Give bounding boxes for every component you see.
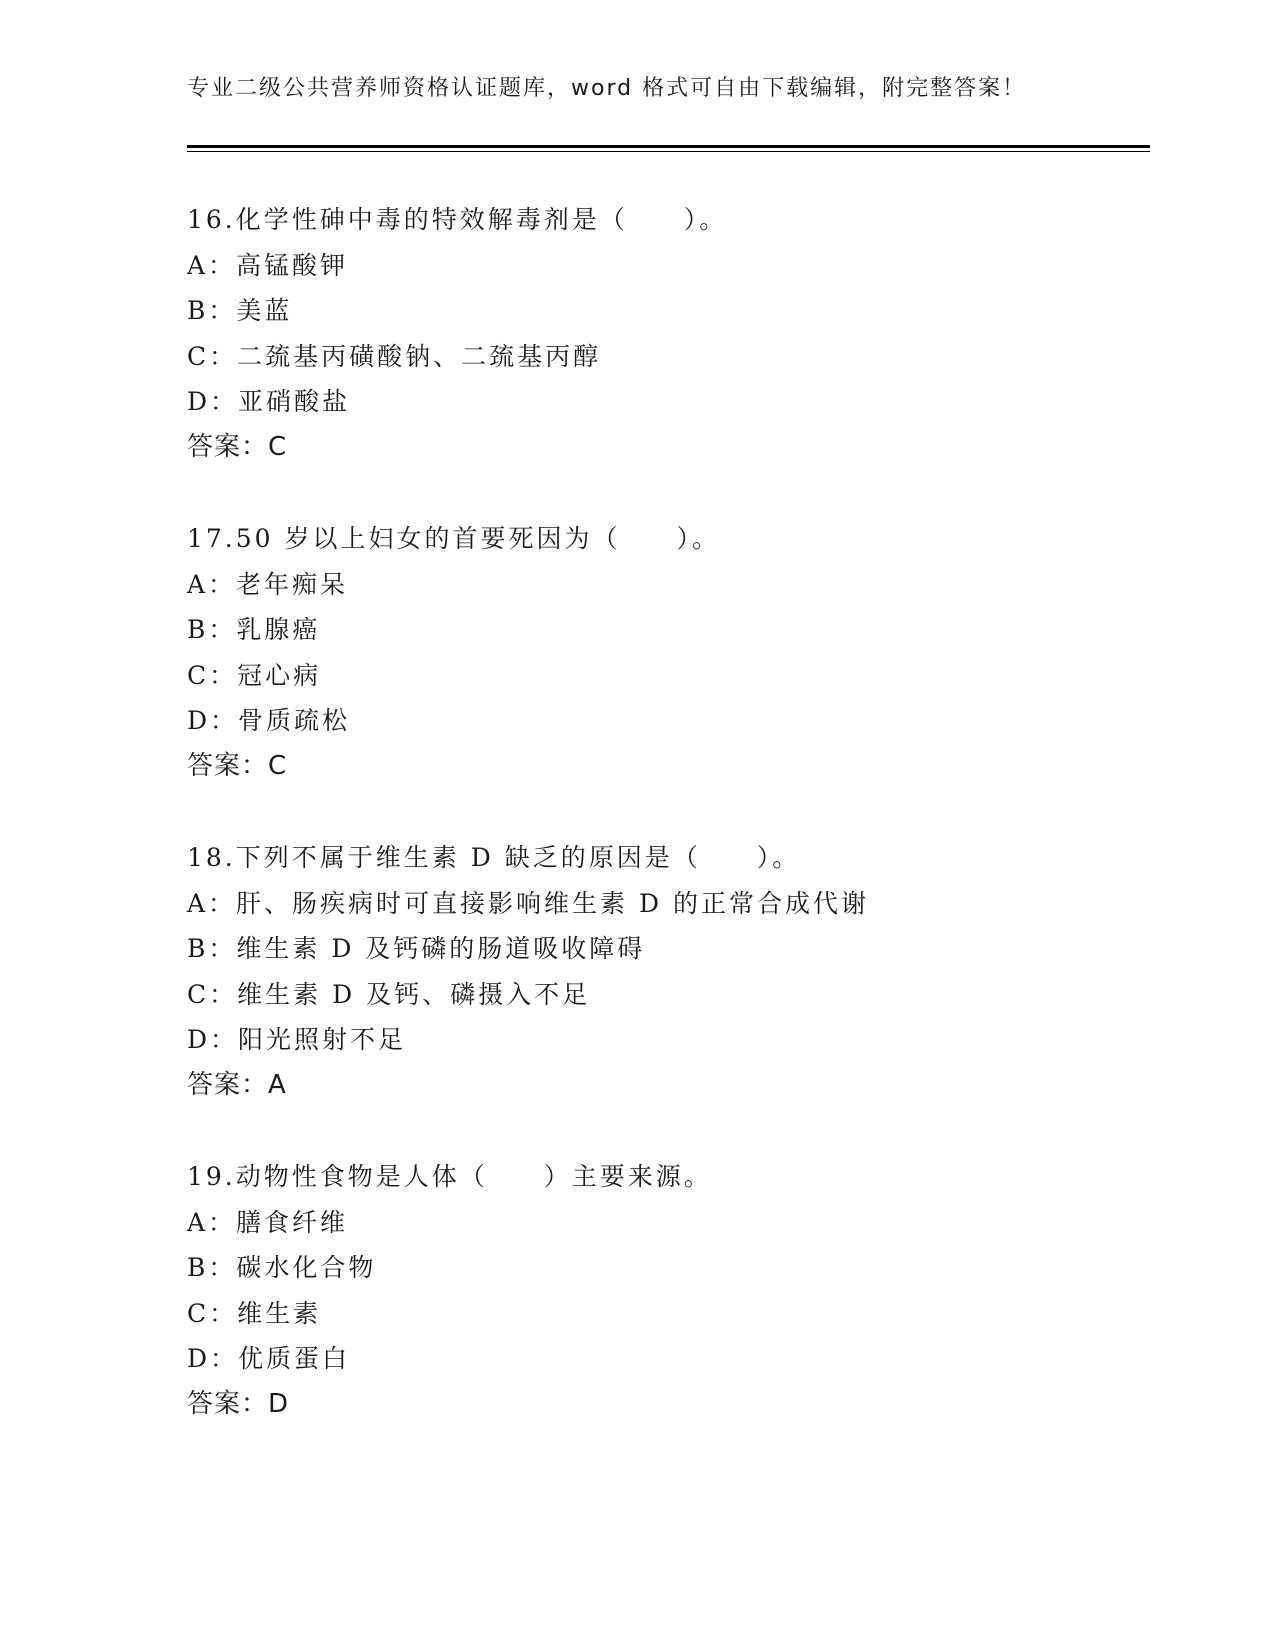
option-d: D：骨质疏松 xyxy=(187,706,351,735)
question-stem: 19.动物性食物是人体（ ）主要来源。 xyxy=(187,1162,712,1191)
option-d: D：亚硝酸盐 xyxy=(187,387,351,416)
question-17 xyxy=(187,516,1167,789)
question-18 xyxy=(187,835,1167,1108)
option-c: C：冠心病 xyxy=(187,660,322,690)
option-b: B：维生素 D 及钙磷的肠道吸收障碍 xyxy=(187,934,646,963)
option-a: A：老年痴呆 xyxy=(187,569,349,599)
answer: 答案：C xyxy=(187,431,288,462)
question-19 xyxy=(187,1154,1167,1427)
option-a: A：肝、肠疾病时可直接影响维生素 D 的正常合成代谢 xyxy=(187,888,869,918)
answer: 答案：A xyxy=(187,1069,287,1100)
option-d: D：阳光照射不足 xyxy=(187,1025,407,1054)
option-a: A：膳食纤维 xyxy=(187,1207,349,1237)
header-rule-thick xyxy=(187,145,1150,148)
header-rule-thin xyxy=(187,151,1150,152)
header-text: 专业二级公共营养师资格认证题库，word 格式可自由下载编辑，附完整答案！ xyxy=(187,76,1027,101)
option-b: B：乳腺癌 xyxy=(187,615,321,644)
option-a: A：高锰酸钾 xyxy=(187,250,349,280)
question-stem: 17.50 岁以上妇女的首要死因为（ ）。 xyxy=(187,524,721,553)
option-c: C：二巯基丙磺酸钠、二巯基丙醇 xyxy=(187,341,602,371)
question-stem: 16.化学性砷中毒的特效解毒剂是（ ）。 xyxy=(187,205,728,234)
option-d: D：优质蛋白 xyxy=(187,1344,351,1373)
option-c: C：维生素 xyxy=(187,1298,322,1328)
option-b: B：碳水化合物 xyxy=(187,1253,377,1282)
question-16 xyxy=(187,197,1167,470)
option-b: B：美蓝 xyxy=(187,296,293,325)
question-stem: 18.下列不属于维生素 D 缺乏的原因是（ ）。 xyxy=(187,843,801,872)
option-c: C：维生素 D 及钙、磷摄入不足 xyxy=(187,979,591,1009)
answer: 答案：C xyxy=(187,750,288,781)
answer: 答案：D xyxy=(187,1388,290,1419)
